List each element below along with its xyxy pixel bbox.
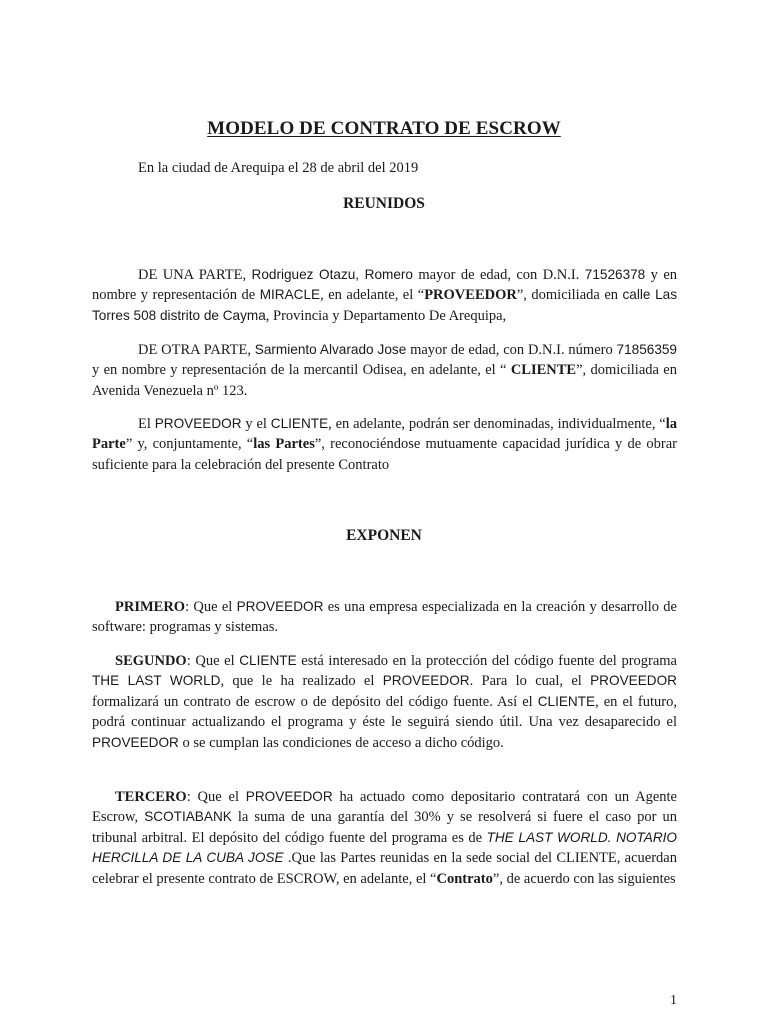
cliente-name: Sarmiento Alvarado Jose bbox=[254, 342, 407, 357]
proveedor-name: Rodriguez Otazu, Romero bbox=[251, 267, 413, 282]
italic-program-notary: THE LAST WORLD. NOTARIO HERCILLA DE LA CUBA JOSE bbox=[92, 829, 677, 866]
text-run: ”, domiciliada en bbox=[516, 287, 623, 304]
escrow-agent: SCOTIABANK bbox=[144, 809, 232, 825]
text-run: la suma de una garantía del 30% y se resolverá si fuere el caso por un tribunal arbitral. El depósito del código fuente del programa es de bbox=[92, 809, 677, 846]
term-proveedor: PROVEEDOR bbox=[245, 789, 333, 804]
text-run: , en adelante, el “ bbox=[320, 287, 425, 304]
bold-term: CLIENTE bbox=[510, 362, 577, 379]
heading-exponen: EXPONEN bbox=[346, 527, 422, 544]
bold-term: Contrato bbox=[436, 870, 493, 887]
clause-segundo bbox=[92, 651, 677, 753]
term-cliente: CLIENTE bbox=[270, 416, 329, 431]
bold-term: las Partes bbox=[253, 436, 315, 453]
text-run: está interesado en la protección del código fuente del programa bbox=[296, 653, 677, 669]
term-proveedor: PROVEEDOR bbox=[590, 673, 677, 689]
text-run: y en nombre y representación de bbox=[92, 267, 678, 304]
term-proveedor: PROVEEDOR bbox=[382, 673, 470, 689]
text-run: ha actuado como depositario contratará con un Agente Escrow, bbox=[92, 789, 677, 826]
date-line: En la ciudad de Arequipa el 28 de abril del 2019 bbox=[138, 160, 419, 176]
paragraph-parte-cliente bbox=[92, 340, 677, 401]
text-run: ”, de acuerdo con las siguientes bbox=[492, 870, 676, 887]
bold-term: la Parte bbox=[92, 416, 677, 453]
term-proveedor: PROVEEDOR bbox=[154, 416, 242, 431]
text-run: : Que el bbox=[186, 789, 246, 805]
text-run: , en el futuro, podrá continuar actualizando el programa y éste le seguirá siendo útil. Una vez desaparecido el bbox=[92, 693, 677, 731]
text-run: o se cumplan las condiciones de acceso a dicho código. bbox=[178, 734, 504, 751]
proveedor-dni: 71526378 bbox=[584, 267, 646, 282]
heading-reunidos: REUNIDOS bbox=[343, 195, 425, 212]
text-run: DE OTRA PARTE, bbox=[138, 342, 255, 358]
paragraph-partes bbox=[92, 414, 677, 475]
clause-label: TERCERO bbox=[115, 789, 187, 805]
clause-label: PRIMERO bbox=[115, 599, 186, 615]
text-run: DE UNA PARTE, bbox=[138, 267, 252, 283]
text-run: ”, domiciliada en Avenida Venezuela nº 123. bbox=[92, 362, 677, 399]
proveedor-company: MIRACLE bbox=[259, 287, 321, 303]
text-run: : Que el bbox=[186, 653, 240, 669]
term-proveedor: PROVEEDOR bbox=[236, 599, 324, 614]
text-run: y en nombre y representación de la mercantil Odisea, en adelante, el “ bbox=[92, 362, 511, 379]
clause-primero bbox=[92, 597, 677, 638]
text-run: El bbox=[138, 416, 155, 432]
text-run: , Provincia y Departamento De Arequipa, bbox=[265, 307, 507, 324]
text-run: formalizará un contrato de escrow o de depósito del código fuente. Así el bbox=[92, 693, 538, 710]
text-run: ”, reconociéndose mutuamente capacidad jurídica y de obrar suficiente para la celebración del presente Contrato bbox=[92, 436, 678, 473]
text-run: .Que las Partes reunidas en la sede social del CLIENTE, acuerdan celebrar el presente contrato de ESCROW, en adelante, el “ bbox=[92, 850, 677, 887]
proveedor-address: calle Las Torres 508 distrito de Cayma bbox=[92, 287, 677, 323]
term-cliente: CLIENTE bbox=[537, 693, 596, 709]
text-run: es una empresa especializada en la creación y desarrollo de software: programas y sistemas. bbox=[92, 599, 677, 636]
page-number: 1 bbox=[670, 993, 677, 1008]
text-run: , que le ha realizado el bbox=[220, 673, 383, 690]
paragraph-parte-proveedor bbox=[92, 265, 677, 326]
clause-tercero bbox=[92, 787, 677, 889]
text-run: : Que el bbox=[185, 599, 237, 615]
program-name: THE LAST WORLD bbox=[92, 673, 221, 689]
term-cliente: CLIENTE bbox=[239, 653, 297, 668]
text-run: mayor de edad, con D.N.I. número bbox=[406, 342, 617, 358]
document-title: MODELO DE CONTRATO DE ESCROW bbox=[207, 118, 561, 139]
cliente-dni: 71856359 bbox=[616, 342, 677, 357]
text-run: . Para lo cual, el bbox=[469, 673, 591, 690]
bold-term: PROVEEDOR bbox=[424, 287, 517, 304]
clause-label: SEGUNDO bbox=[115, 653, 187, 669]
text-run: ” y, conjuntamente, “ bbox=[125, 436, 254, 453]
text-run: y el bbox=[241, 416, 271, 432]
term-proveedor: PROVEEDOR bbox=[92, 734, 179, 750]
text-run: , en adelante, podrán ser denominadas, individualmente, “ bbox=[328, 416, 666, 432]
text-run: mayor de edad, con D.N.I. bbox=[413, 267, 585, 283]
